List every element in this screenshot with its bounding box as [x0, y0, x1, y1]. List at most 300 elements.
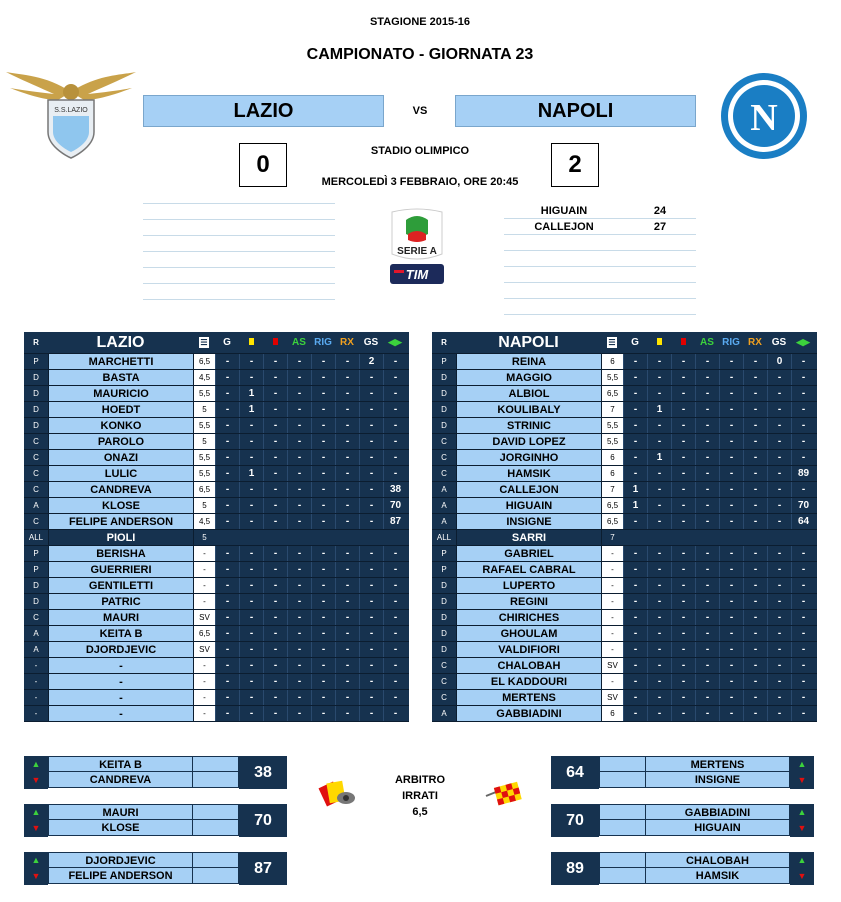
stat-as: - [695, 434, 719, 449]
stat-sub: - [383, 450, 407, 465]
player-row [24, 434, 409, 450]
away-lineup-table [432, 332, 817, 722]
sub-arrows [790, 804, 814, 837]
stadium-label: STADIO OLIMPICO [370, 145, 470, 157]
header-goals-conceded: GS [363, 337, 379, 348]
sub-in-arrow-icon: ▲ [797, 855, 807, 865]
player-role: C [24, 514, 48, 529]
player-name: INSIGNE [456, 514, 601, 529]
header-yellow-card-icon [647, 337, 671, 348]
player-role: P [432, 354, 456, 369]
stat-as: - [287, 402, 311, 417]
stat-as: - [695, 594, 719, 609]
stat-rx: - [743, 610, 767, 625]
stat-sub: - [383, 418, 407, 433]
player-row [24, 466, 409, 482]
stat-rx: - [743, 642, 767, 657]
stat-gs: - [359, 450, 383, 465]
sub-in-player: KEITA B [48, 756, 193, 772]
player-name: SARRI [456, 530, 601, 545]
stat-rc: - [671, 386, 695, 401]
sub-minute: 38 [239, 756, 287, 789]
stat-as: - [287, 386, 311, 401]
stat-as: - [287, 498, 311, 513]
player-role: P [432, 546, 456, 561]
serie-a-tim-logo-icon [386, 208, 448, 288]
stat-gs: - [359, 498, 383, 513]
stat-rig: - [311, 498, 335, 513]
sub-in-arrow-icon: ▲ [797, 759, 807, 769]
stat-rc: - [671, 546, 695, 561]
stat-gs: - [767, 626, 791, 641]
player-vote: - [601, 546, 623, 561]
player-role: P [24, 354, 48, 369]
player-role: P [24, 562, 48, 577]
stat-yc: - [647, 386, 671, 401]
stat-rc: - [671, 642, 695, 657]
player-name: GHOULAM [456, 626, 601, 641]
player-name: HAMSIK [456, 466, 601, 481]
sub-out-arrow-icon: ▼ [31, 871, 41, 881]
stat-sub: - [383, 674, 407, 689]
substitution [24, 804, 287, 837]
player-row [432, 674, 817, 690]
player-row [24, 674, 409, 690]
player-role: P [24, 546, 48, 561]
stat-as: - [695, 658, 719, 673]
header-red-card-icon [671, 337, 695, 348]
stat-gs: - [359, 562, 383, 577]
player-vote: 6 [601, 706, 623, 721]
stat-as: - [287, 370, 311, 385]
player-row [24, 386, 409, 402]
stat-rx: - [335, 674, 359, 689]
stat-sub: - [383, 386, 407, 401]
player-role: C [432, 434, 456, 449]
player-row [432, 498, 817, 514]
scorer-row [504, 219, 696, 235]
sub-out-arrow-icon: ▼ [797, 823, 807, 833]
player-name: CALLEJON [456, 482, 601, 497]
player-row [432, 610, 817, 626]
stat-rx [743, 530, 767, 545]
player-vote: 4,5 [193, 370, 215, 385]
player-row [24, 562, 409, 578]
sub-empty-cell [599, 868, 645, 884]
player-role: D [24, 578, 48, 593]
stat-as: - [695, 578, 719, 593]
stat-g: - [215, 482, 239, 497]
player-name: - [48, 706, 193, 721]
stat-gs [767, 530, 791, 545]
stat-sub: - [791, 370, 815, 385]
player-name: FELIPE ANDERSON [48, 514, 193, 529]
player-name: PAROLO [48, 434, 193, 449]
stat-yc: - [239, 562, 263, 577]
stat-as: - [695, 514, 719, 529]
stat-rc: - [671, 706, 695, 721]
vs-label: VS [412, 105, 428, 117]
stat-gs: - [767, 642, 791, 657]
stat-gs: - [767, 610, 791, 625]
stat-g: - [623, 354, 647, 369]
sub-in-arrow-icon: ▲ [31, 759, 41, 769]
stat-sub: - [791, 690, 815, 705]
svg-text:SERIE A: SERIE A [397, 246, 437, 257]
stat-g: - [623, 674, 647, 689]
player-name: RAFAEL CABRAL [456, 562, 601, 577]
header-assists: AS [700, 337, 714, 348]
header-penalty-missed: RX [748, 337, 762, 348]
player-row [432, 690, 817, 706]
stat-sub: - [791, 482, 815, 497]
stat-g: - [623, 562, 647, 577]
player-name: ALBIOL [456, 386, 601, 401]
stat-yc: 1 [239, 402, 263, 417]
header-goals: G [631, 337, 639, 348]
player-name: PATRIC [48, 594, 193, 609]
stat-yc: - [239, 354, 263, 369]
stat-gs: - [767, 482, 791, 497]
player-vote: SV [193, 610, 215, 625]
player-name: JORGINHO [456, 450, 601, 465]
stat-rc: - [263, 658, 287, 673]
stat-g: - [623, 418, 647, 433]
player-name: BERISHA [48, 546, 193, 561]
player-role: D [432, 594, 456, 609]
player-vote: SV [601, 658, 623, 673]
stat-yc: - [647, 658, 671, 673]
player-role: A [432, 706, 456, 721]
stat-rig: - [311, 706, 335, 721]
stat-rx: - [335, 578, 359, 593]
stat-g: - [215, 674, 239, 689]
player-name: DAVID LOPEZ [456, 434, 601, 449]
stat-rig: - [311, 370, 335, 385]
lazio-logo-icon [6, 70, 136, 160]
stat-as: - [695, 690, 719, 705]
player-role: - [24, 706, 48, 721]
player-vote: 6,5 [193, 482, 215, 497]
stat-as: - [695, 482, 719, 497]
player-row [24, 514, 409, 530]
home-scorers-list [143, 188, 335, 300]
referee-block [380, 772, 460, 820]
stat-g: - [623, 546, 647, 561]
scorer-row [504, 203, 696, 219]
stat-rig: - [719, 594, 743, 609]
player-vote: SV [193, 642, 215, 657]
stat-rig: - [311, 594, 335, 609]
header-penalty-missed: RX [340, 337, 354, 348]
player-row [432, 514, 817, 530]
player-vote: 5,5 [193, 466, 215, 481]
stat-rx: - [335, 386, 359, 401]
stat-sub: 38 [383, 482, 407, 497]
stat-rc: - [263, 610, 287, 625]
away-score: 2 [551, 143, 599, 187]
stat-g: - [215, 450, 239, 465]
player-role: D [432, 642, 456, 657]
stat-as: - [287, 466, 311, 481]
stat-gs: - [359, 466, 383, 481]
stat-rig: - [311, 674, 335, 689]
player-row [432, 450, 817, 466]
stat-rig: - [719, 370, 743, 385]
stat-g: - [215, 594, 239, 609]
stat-rc: - [263, 434, 287, 449]
stat-g: - [215, 562, 239, 577]
stat-as: - [287, 450, 311, 465]
player-vote: - [193, 562, 215, 577]
player-name: KLOSE [48, 498, 193, 513]
stat-gs: - [359, 514, 383, 529]
player-row [24, 690, 409, 706]
stat-rx: - [335, 450, 359, 465]
stat-yc: - [239, 546, 263, 561]
sub-minute: 70 [239, 804, 287, 837]
player-vote: 5,5 [193, 418, 215, 433]
stat-g: - [623, 402, 647, 417]
stat-as: - [695, 466, 719, 481]
stat-rc: - [263, 498, 287, 513]
stat-rig: - [311, 610, 335, 625]
stat-yc: - [647, 626, 671, 641]
player-vote: 5 [193, 402, 215, 417]
player-role: D [432, 370, 456, 385]
table-header [24, 332, 409, 354]
sub-out-arrow-icon: ▼ [31, 823, 41, 833]
sub-empty-cell [193, 804, 239, 820]
stat-yc: - [647, 642, 671, 657]
matchday-title: CAMPIONATO - GIORNATA 23 [306, 46, 534, 63]
player-row [432, 402, 817, 418]
stat-rx: - [743, 418, 767, 433]
stat-g: - [623, 466, 647, 481]
sub-empty-cell [599, 852, 645, 868]
stat-rx: - [743, 562, 767, 577]
scorer-minute: 24 [653, 205, 667, 217]
player-role: D [24, 402, 48, 417]
player-vote: - [601, 610, 623, 625]
stat-rc: - [671, 562, 695, 577]
sub-out-arrow-icon: ▼ [797, 871, 807, 881]
stat-g: - [623, 386, 647, 401]
stat-yc: - [239, 482, 263, 497]
player-vote: 6 [601, 354, 623, 369]
referee-name: IRRATI [402, 790, 438, 802]
stat-rig: - [311, 466, 335, 481]
player-name: CANDREVA [48, 482, 193, 497]
stat-rx: - [335, 706, 359, 721]
player-name: REGINI [456, 594, 601, 609]
stat-as: - [287, 418, 311, 433]
stat-rc: - [263, 466, 287, 481]
sub-empty-cell [193, 756, 239, 772]
player-role: C [24, 434, 48, 449]
stat-gs: - [767, 418, 791, 433]
header-role: R [441, 338, 447, 347]
stat-rc: - [671, 498, 695, 513]
stat-gs: - [767, 578, 791, 593]
stat-rc: - [263, 546, 287, 561]
stat-yc: - [647, 418, 671, 433]
header-role: R [33, 338, 39, 347]
stat-yc: - [239, 434, 263, 449]
header-assists: AS [292, 337, 306, 348]
stat-gs: - [767, 402, 791, 417]
stat-gs: 2 [359, 354, 383, 369]
sub-arrows [790, 852, 814, 885]
linesman-flag-icon [482, 778, 528, 810]
stat-rc: - [671, 626, 695, 641]
player-role: D [432, 626, 456, 641]
stat-rc [671, 530, 695, 545]
sub-empty [599, 804, 645, 837]
player-row [432, 642, 817, 658]
player-role: C [432, 690, 456, 705]
player-role: ALL [24, 530, 48, 545]
stat-as: - [695, 370, 719, 385]
stat-rx: - [743, 402, 767, 417]
stat-rc: - [263, 706, 287, 721]
player-role: D [432, 402, 456, 417]
player-name: HOEDT [48, 402, 193, 417]
player-role: A [432, 498, 456, 513]
player-name: GUERRIERI [48, 562, 193, 577]
stat-yc [647, 530, 671, 545]
sub-empty-cell [599, 772, 645, 788]
stat-rx: - [335, 658, 359, 673]
stat-rig: - [311, 402, 335, 417]
stat-as: - [695, 674, 719, 689]
stat-rx: - [335, 546, 359, 561]
stat-rc: - [671, 514, 695, 529]
stat-sub: - [383, 466, 407, 481]
stat-rc: - [263, 578, 287, 593]
sub-out-arrow-icon: ▼ [31, 775, 41, 785]
stat-yc: - [647, 546, 671, 561]
stat-gs: - [359, 482, 383, 497]
stat-sub: 70 [383, 498, 407, 513]
stat-rc: - [263, 386, 287, 401]
player-row [432, 418, 817, 434]
stat-yc: - [239, 578, 263, 593]
player-row [24, 498, 409, 514]
stat-sub: - [791, 658, 815, 673]
home-lineup-table [24, 332, 409, 722]
player-row [24, 594, 409, 610]
stat-yc [239, 530, 263, 545]
stat-rx: - [335, 482, 359, 497]
stat-rig: - [311, 690, 335, 705]
stat-yc: - [647, 706, 671, 721]
sub-arrows [790, 756, 814, 789]
stat-rig: - [311, 658, 335, 673]
player-name: REINA [456, 354, 601, 369]
player-vote: 5,5 [193, 450, 215, 465]
player-name: PIOLI [48, 530, 193, 545]
stat-g: - [215, 354, 239, 369]
player-name: EL KADDOURI [456, 674, 601, 689]
player-row [432, 370, 817, 386]
stat-g: - [623, 642, 647, 657]
stat-rc: - [671, 370, 695, 385]
sub-empty [599, 756, 645, 789]
header-red-card-icon [263, 337, 287, 348]
player-role: D [24, 594, 48, 609]
sub-empty-cell [193, 820, 239, 836]
stat-rx: - [743, 594, 767, 609]
stat-gs: - [767, 434, 791, 449]
stat-yc: - [647, 514, 671, 529]
stat-rx: - [743, 578, 767, 593]
player-name: GABBIADINI [456, 706, 601, 721]
stat-as: - [287, 434, 311, 449]
sub-empty-cell [193, 772, 239, 788]
stat-sub [383, 530, 407, 545]
stat-rx: - [335, 594, 359, 609]
stat-sub: - [383, 658, 407, 673]
player-vote: 4,5 [193, 514, 215, 529]
stat-yc: 1 [239, 386, 263, 401]
header-goals: G [223, 337, 231, 348]
stat-g [623, 530, 647, 545]
stat-rig: - [311, 514, 335, 529]
stat-rc: - [263, 370, 287, 385]
player-name: GABRIEL [456, 546, 601, 561]
player-name: - [48, 674, 193, 689]
stat-rig [311, 530, 335, 545]
sub-names [48, 756, 193, 789]
stat-sub: - [383, 562, 407, 577]
stat-yc: - [239, 690, 263, 705]
stat-rx: - [335, 514, 359, 529]
stat-as: - [287, 482, 311, 497]
stat-rig: - [719, 690, 743, 705]
stat-rig: - [311, 482, 335, 497]
stat-yc: 1 [239, 466, 263, 481]
header-penalties: RIG [722, 337, 740, 348]
header-goals-conceded: GS [771, 337, 787, 348]
player-vote: - [601, 562, 623, 577]
player-name: CHALOBAH [456, 658, 601, 673]
stat-rc: - [671, 466, 695, 481]
stat-rx: - [743, 626, 767, 641]
stat-yc: - [239, 370, 263, 385]
stat-g: - [215, 434, 239, 449]
stat-g: - [623, 658, 647, 673]
stat-as: - [287, 354, 311, 369]
sub-out-player: KLOSE [48, 820, 193, 836]
substitution [24, 852, 287, 885]
player-name: CHIRICHES [456, 610, 601, 625]
stat-as: - [287, 626, 311, 641]
stat-yc: - [647, 466, 671, 481]
stat-gs: 0 [767, 354, 791, 369]
stat-as [287, 530, 311, 545]
player-role: C [24, 610, 48, 625]
stat-yc: - [239, 674, 263, 689]
player-row [432, 658, 817, 674]
stat-gs: - [767, 658, 791, 673]
stat-sub: - [791, 674, 815, 689]
stat-g: - [623, 610, 647, 625]
stat-rig: - [719, 482, 743, 497]
player-row [24, 354, 409, 370]
stat-rx: - [743, 354, 767, 369]
player-vote: 6,5 [193, 626, 215, 641]
